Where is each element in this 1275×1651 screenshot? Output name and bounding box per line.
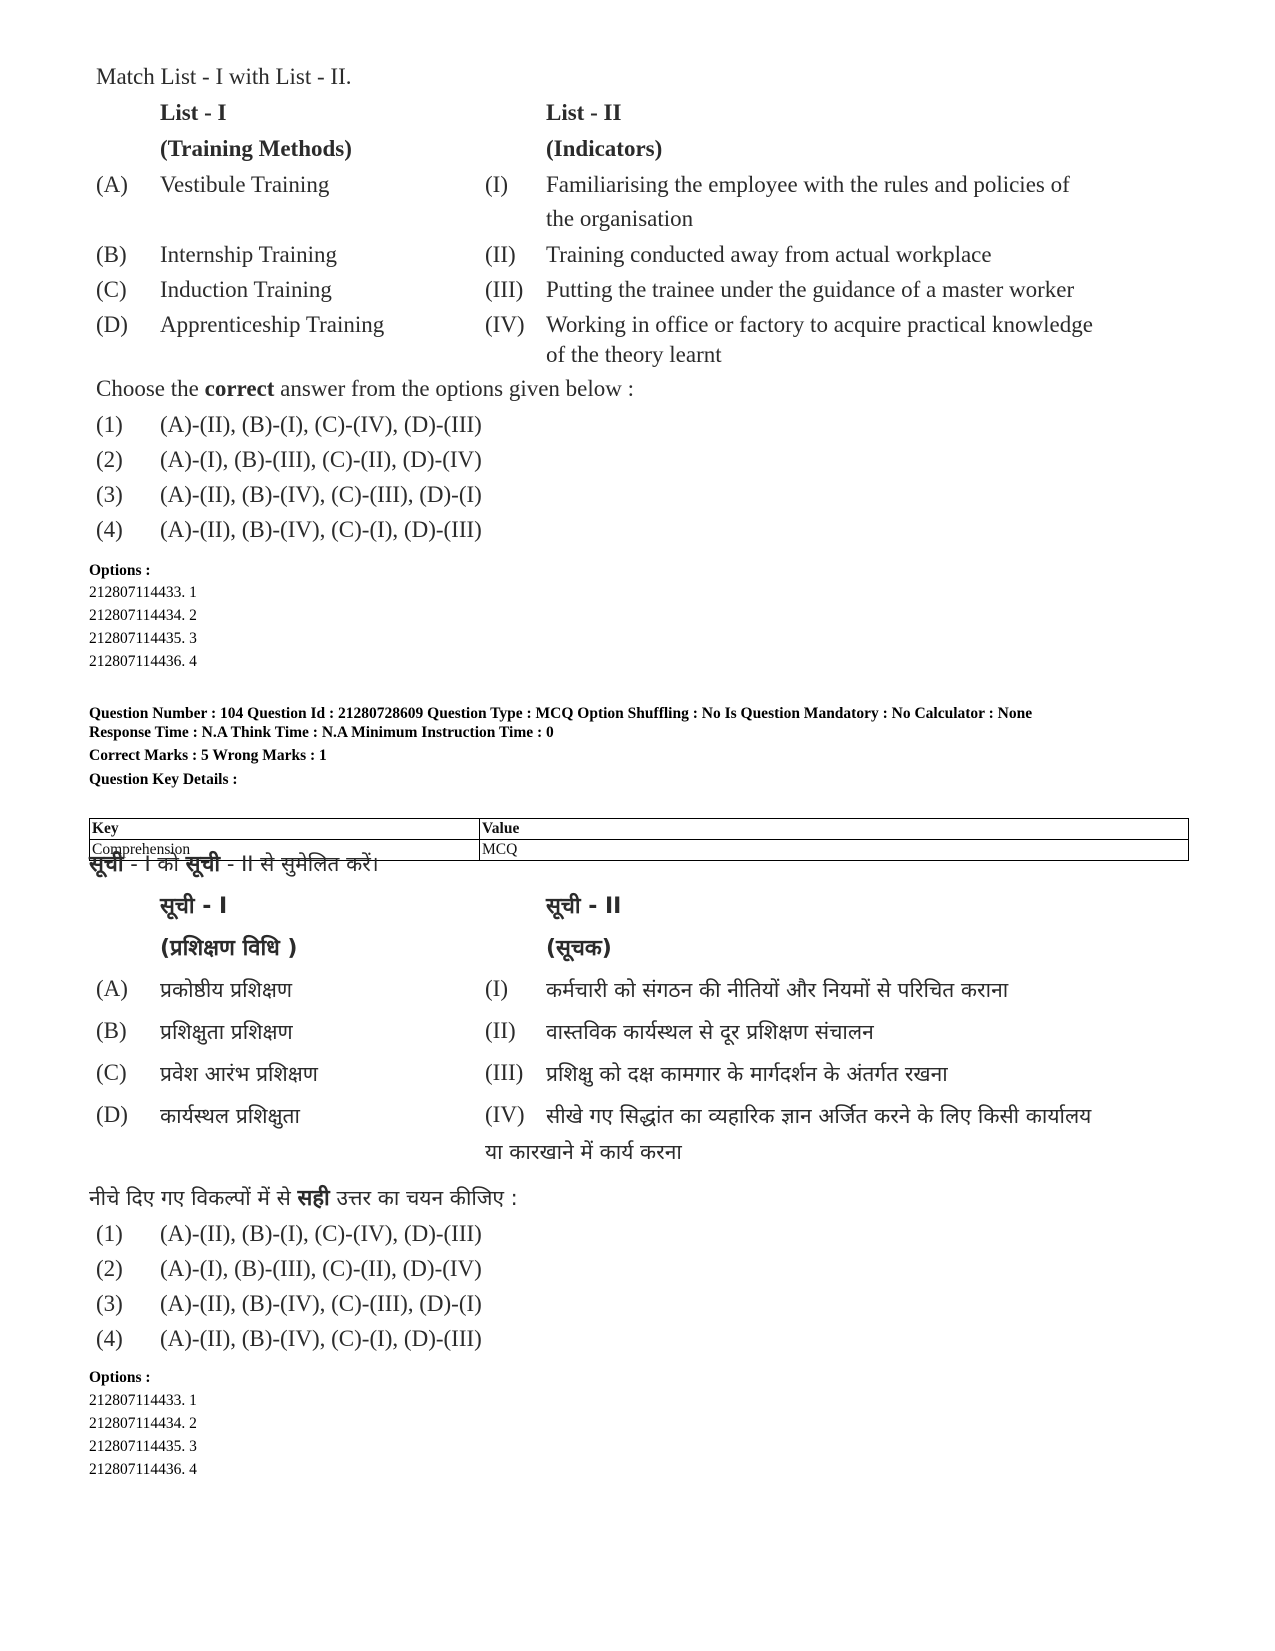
option-item: 212807114434. 2	[89, 1415, 197, 1432]
answer-text: (A)-(II), (B)-(IV), (C)-(I), (D)-(III)	[160, 517, 482, 542]
row-item: Induction Training	[160, 277, 332, 302]
answer-number: (3)	[96, 1291, 123, 1316]
answer-number: (2)	[96, 1256, 123, 1281]
answer-number: (4)	[96, 517, 123, 542]
row-letter: (C)	[96, 1060, 127, 1085]
row-roman: (I)	[485, 172, 508, 197]
row-item: कार्यस्थल प्रशिक्षुता	[160, 1104, 300, 1128]
hindi-choose-instruction: नीचे दिए गए विकल्पों में से सही उत्तर का चयन कीजिए :	[89, 1186, 518, 1211]
table-header-value: Value	[480, 819, 1189, 840]
row-letter: (A)	[96, 172, 128, 197]
row-letter: (B)	[96, 242, 127, 267]
answer-number: (3)	[96, 482, 123, 507]
row-item: Apprenticeship Training	[160, 312, 385, 337]
answer-number: (4)	[96, 1326, 123, 1351]
question-meta-line2: Response Time : N.A Think Time : N.A Minimum Instruction Time : 0	[89, 724, 554, 741]
table-cell-value: MCQ	[480, 840, 1189, 861]
choose-instruction: Choose the correct answer from the options given below :	[96, 376, 635, 401]
row-letter: (D)	[96, 312, 128, 337]
question-key-details-label: Question Key Details :	[89, 771, 238, 788]
row-roman: (II)	[485, 242, 516, 267]
row-roman: (III)	[485, 277, 524, 302]
option-item: 212807114435. 3	[89, 630, 197, 647]
answer-number: (1)	[96, 412, 123, 437]
question-meta-line1: Question Number : 104 Question Id : 21280728609 Question Type : MCQ Option Shuffling : No Is Question Mandatory : No Calculator : None	[89, 705, 1033, 722]
row-item: Internship Training	[160, 242, 337, 267]
row-indicator-cont: of the theory learnt	[546, 342, 722, 367]
list2-subheading: (Indicators)	[546, 136, 663, 161]
row-roman: (IV)	[485, 312, 525, 337]
option-item: 212807114433. 1	[89, 1392, 197, 1409]
row-letter: (B)	[96, 1018, 127, 1043]
answer-text: (A)-(II), (B)-(I), (C)-(IV), (D)-(III)	[160, 1221, 482, 1246]
answer-text: (A)-(II), (B)-(IV), (C)-(III), (D)-(I)	[160, 482, 482, 507]
answer-text: (A)-(II), (B)-(IV), (C)-(III), (D)-(I)	[160, 1291, 482, 1316]
row-roman: (IV)	[485, 1102, 525, 1127]
options-label: Options :	[89, 1369, 151, 1386]
hindi-list1-heading: सूची - I	[160, 894, 228, 919]
row-indicator-cont: the organisation	[546, 206, 694, 231]
answer-number: (1)	[96, 1221, 123, 1246]
row-indicator: कर्मचारी को संगठन की नीतियों और नियमों से परिचित कराना	[546, 978, 1009, 1002]
option-item: 212807114436. 4	[89, 1461, 197, 1478]
row-indicator: वास्तविक कार्यस्थल से दूर प्रशिक्षण संचालन	[546, 1020, 874, 1044]
row-item: प्रकोष्ठीय प्रशिक्षण	[160, 978, 293, 1002]
option-item: 212807114436. 4	[89, 653, 197, 670]
hindi-match-instruction: सूची - I को सूची - II से सुमेलित करें।	[89, 852, 379, 877]
row-roman: (II)	[485, 1018, 516, 1043]
options-label: Options :	[89, 562, 151, 579]
answer-text: (A)-(I), (B)-(III), (C)-(II), (D)-(IV)	[160, 447, 482, 472]
row-letter: (D)	[96, 1102, 128, 1127]
row-letter: (A)	[96, 976, 128, 1001]
answer-number: (2)	[96, 447, 123, 472]
hindi-list2-subheading: (सूचक)	[546, 936, 612, 961]
table-cell-key: Comprehension	[90, 840, 480, 861]
row-item: प्रवेश आरंभ प्रशिक्षण	[160, 1062, 318, 1086]
row-roman: (I)	[485, 976, 508, 1001]
row-letter: (C)	[96, 277, 127, 302]
option-item: 212807114434. 2	[89, 607, 197, 624]
answer-text: (A)-(I), (B)-(III), (C)-(II), (D)-(IV)	[160, 1256, 482, 1281]
answer-text: (A)-(II), (B)-(I), (C)-(IV), (D)-(III)	[160, 412, 482, 437]
option-item: 212807114435. 3	[89, 1438, 197, 1455]
hindi-list2-heading: सूची - II	[546, 894, 622, 919]
row-indicator: Training conducted away from actual workplace	[546, 242, 992, 267]
list1-heading: List - I	[160, 100, 227, 125]
answer-text: (A)-(II), (B)-(IV), (C)-(I), (D)-(III)	[160, 1326, 482, 1351]
list1-subheading: (Training Methods)	[160, 136, 352, 161]
row-indicator: Working in office or factory to acquire practical knowledge	[546, 312, 1093, 337]
list2-heading: List - II	[546, 100, 622, 125]
row-indicator: Putting the trainee under the guidance of a master worker	[546, 277, 1075, 302]
row-indicator-cont: या कारखाने में कार्य करना	[485, 1140, 682, 1164]
question-marks: Correct Marks : 5 Wrong Marks : 1	[89, 747, 327, 764]
row-indicator: सीखे गए सिद्धांत का व्यहारिक ज्ञान अर्जित करने के लिए किसी कार्यालय	[546, 1104, 1092, 1128]
table-header-row	[90, 819, 1189, 840]
row-item: प्रशिक्षुता प्रशिक्षण	[160, 1020, 293, 1044]
row-indicator: Familiarising the employee with the rules and policies of	[546, 172, 1070, 197]
match-instruction: Match List - I with List - II.	[96, 64, 352, 89]
table-header-key: Key	[90, 819, 480, 840]
option-item: 212807114433. 1	[89, 584, 197, 601]
hindi-list1-subheading: (प्रशिक्षण विधि )	[160, 936, 298, 961]
row-indicator: प्रशिक्षु को दक्ष कामगार के मार्गदर्शन के अंतर्गत रखना	[546, 1062, 948, 1086]
row-roman: (III)	[485, 1060, 524, 1085]
row-item: Vestibule Training	[160, 172, 330, 197]
